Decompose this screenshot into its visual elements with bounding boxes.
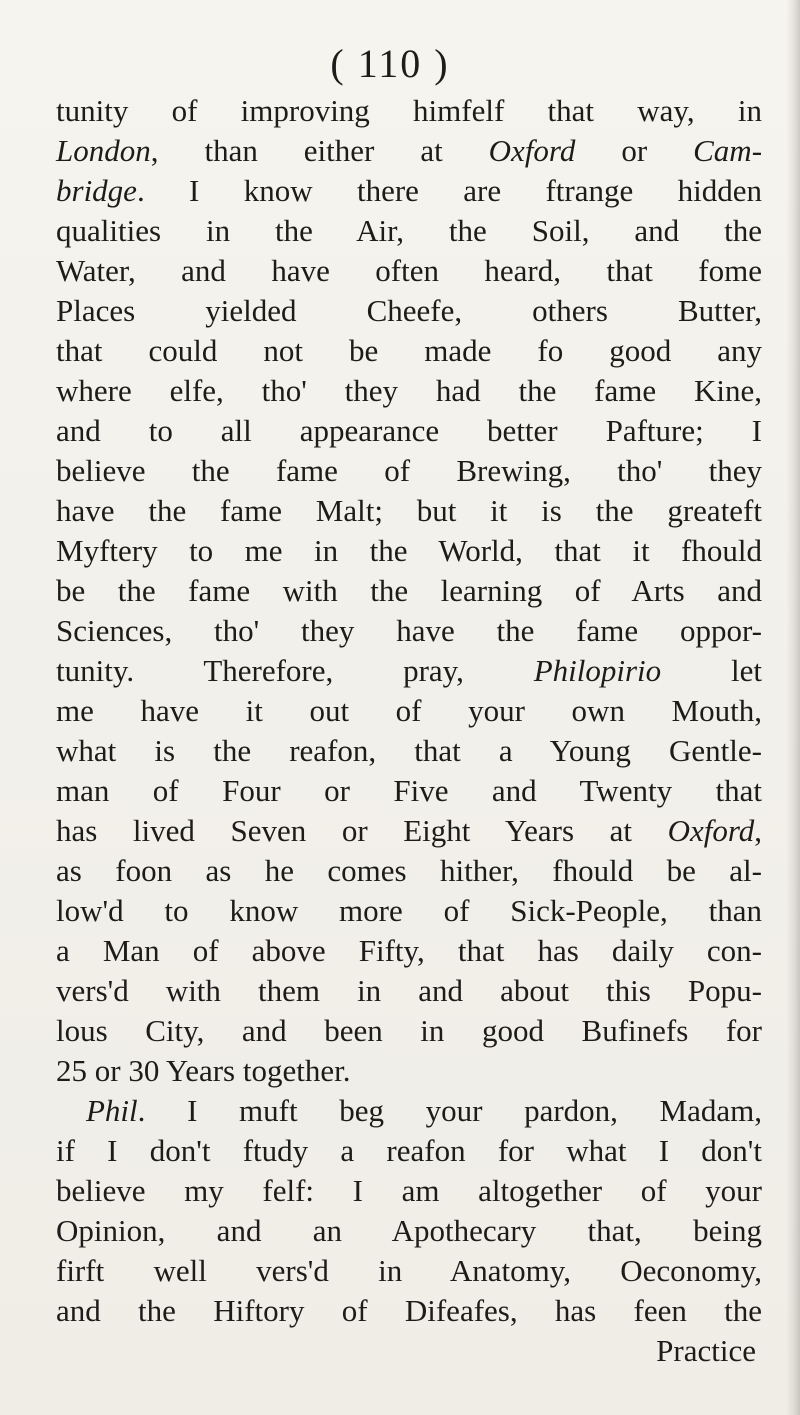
text-line: me have it out of your own Mouth, — [56, 693, 762, 728]
page-number: ( 110 ) — [330, 41, 450, 86]
text-line: believe my felf: I am altogether of your — [56, 1173, 762, 1208]
text-line: Sciences, tho' they have the fame oppor- — [56, 613, 762, 648]
text-line: believe the fame of Brewing, tho' they — [56, 453, 762, 488]
text-line: have the fame Malt; but it is the greateft — [56, 493, 762, 528]
text-line: man of Four or Five and Twenty that — [56, 773, 762, 808]
text-line: lous City, and been in good Bufinefs for — [56, 1013, 762, 1048]
catchword: Practice — [656, 1333, 756, 1368]
text-line: where elfe, tho' they had the fame Kine, — [56, 373, 762, 408]
text-line: Places yielded Cheefe, others Butter, — [56, 293, 762, 328]
text-line: low'd to know more of Sick-People, than — [56, 893, 762, 928]
text-line: bridge. I know there are ftrange hidden — [56, 173, 762, 208]
text-line: and to all appearance better Pafture; I — [56, 413, 762, 448]
body-text — [56, 91, 762, 1371]
text-line: if I don't ftudy a reafon for what I don't — [56, 1133, 762, 1168]
speaker-name: Phil — [86, 1093, 138, 1128]
text-line: Myftery to me in the World, that it fhould — [56, 533, 762, 568]
text-line: firft well vers'd in Anatomy, Oeconomy, — [56, 1253, 762, 1288]
text-line: qualities in the Air, the Soil, and the — [56, 213, 762, 248]
text-line: has lived Seven or Eight Years at Oxford, — [56, 813, 762, 848]
text-line: 25 or 30 Years together. — [56, 1053, 351, 1088]
speaker-line: Phil. I muft beg your pardon, Madam, — [86, 1093, 762, 1128]
text-line: Water, and have often heard, that fome — [56, 253, 762, 288]
page-edge-shadow — [786, 0, 800, 1415]
text-line: be the fame with the learning of Arts and — [56, 573, 762, 608]
text-line: Opinion, and an Apothecary that, being — [56, 1213, 762, 1248]
text-line: tunity. Therefore, pray, Philopirio let — [56, 653, 762, 688]
text-line: that could not be made fo good any — [56, 333, 762, 368]
text-line: London, than either at Oxford or Cam- — [56, 133, 763, 168]
text-line: as foon as he comes hither, fhould be al- — [56, 853, 762, 888]
text-line: and the Hiftory of Difeafes, has feen the — [56, 1293, 762, 1328]
text-line: what is the reafon, that a Young Gentle- — [56, 733, 762, 768]
text-line: vers'd with them in and about this Popu- — [56, 973, 762, 1008]
text-line: a Man of above Fifty, that has daily con- — [56, 933, 762, 968]
text-line: tunity of improving himfelf that way, in — [56, 93, 762, 128]
